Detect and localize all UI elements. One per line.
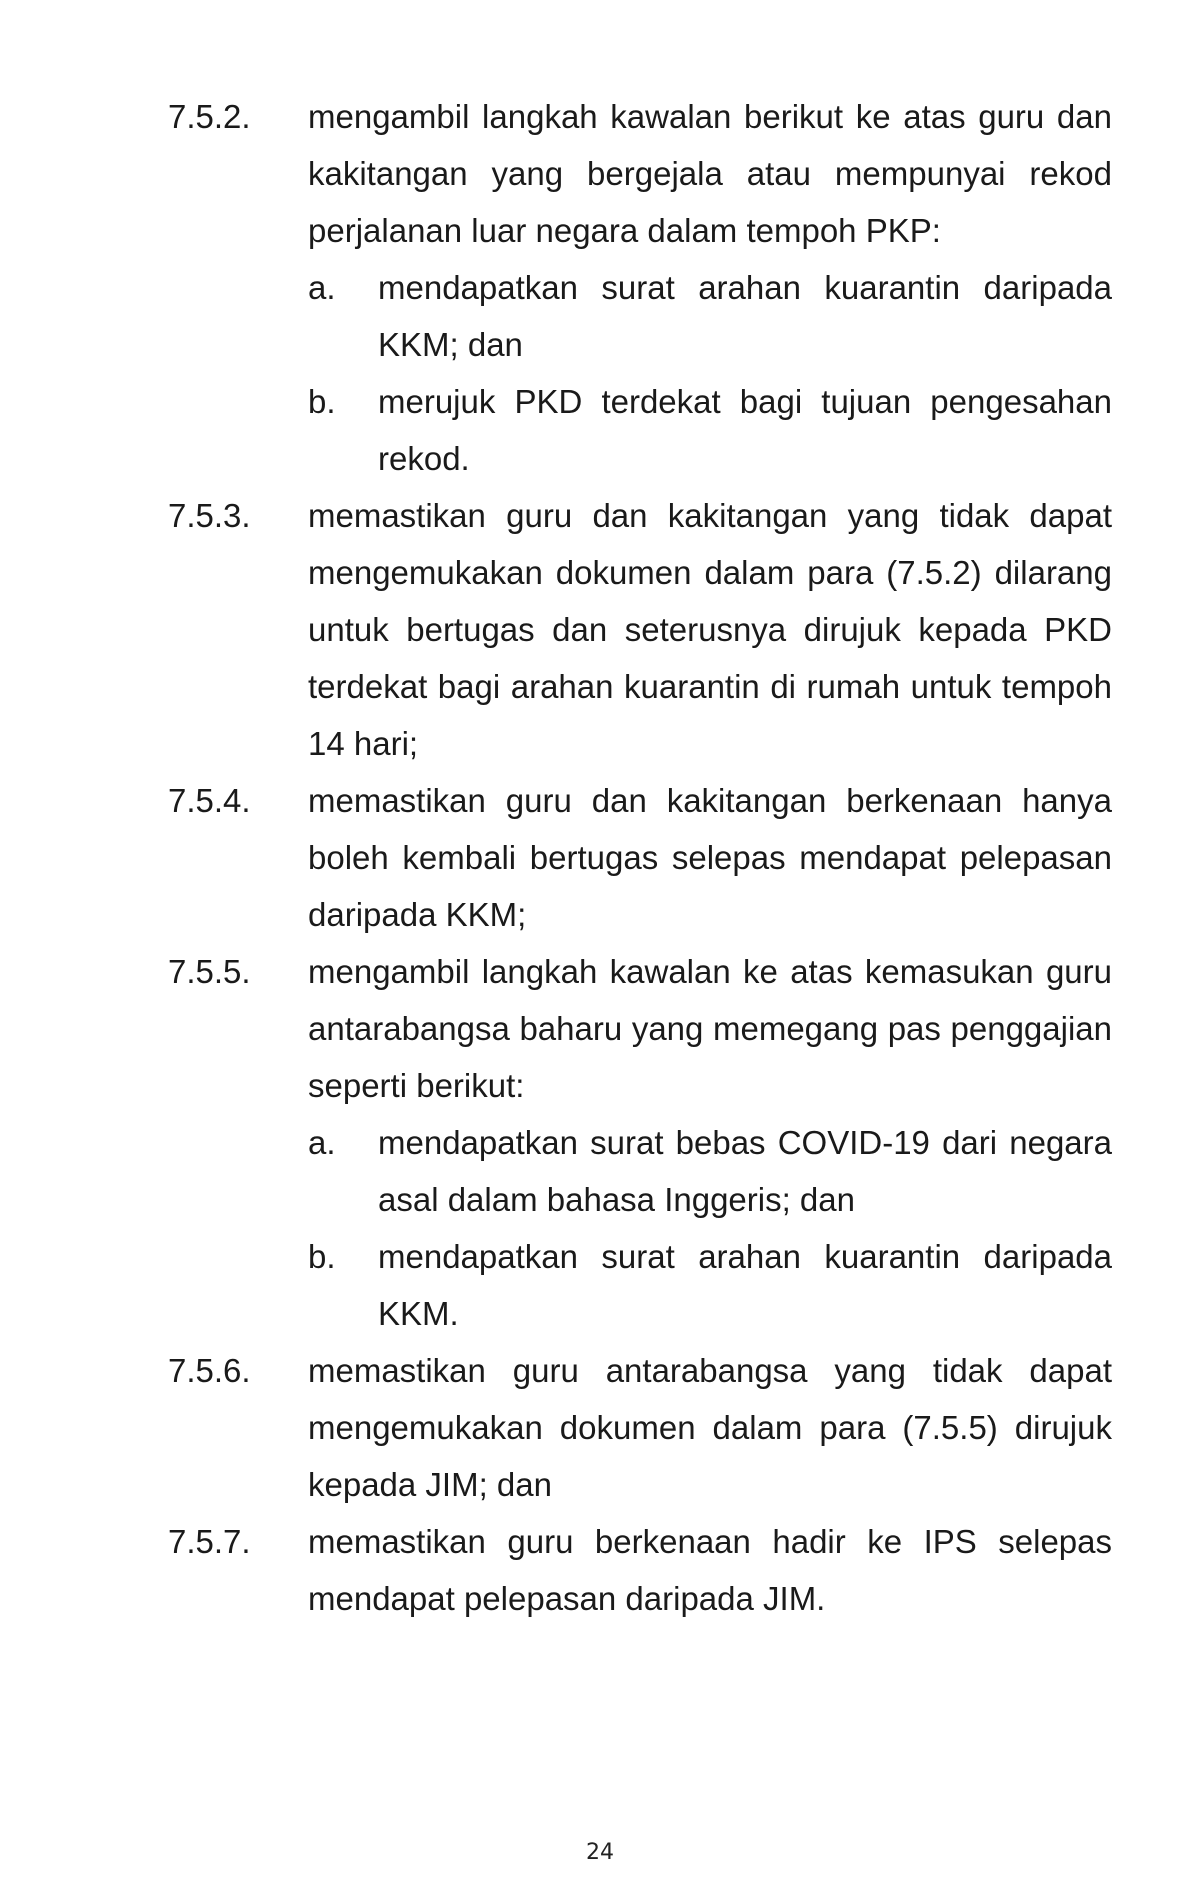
item-body — [308, 1513, 1112, 1627]
item-body — [308, 487, 1112, 772]
sub-item-text: mendapatkan surat bebas COVID-19 dari negara asal dalam bahasa Inggeris; dan — [378, 1124, 1112, 1218]
page-number: 24 — [586, 1840, 614, 1865]
list-item — [168, 772, 1112, 943]
item-number: 7.5.6. — [168, 1352, 251, 1389]
list-item — [168, 943, 1112, 1342]
list-item — [168, 487, 1112, 772]
sub-item-letter: b. — [308, 1238, 336, 1275]
item-number: 7.5.4. — [168, 782, 251, 819]
item-number: 7.5.5. — [168, 953, 251, 990]
item-body — [308, 88, 1112, 487]
sub-item-letter: b. — [308, 383, 336, 420]
item-number: 7.5.2. — [168, 98, 251, 135]
item-number: 7.5.3. — [168, 497, 251, 534]
sub-item — [308, 1228, 1112, 1342]
sub-item-text: mendapatkan surat arahan kuarantin daripada KKM. — [378, 1238, 1112, 1332]
item-text: memastikan guru berkenaan hadir ke IPS selepas mendapat pelepasan daripada JIM. — [308, 1523, 1112, 1617]
item-body — [308, 943, 1112, 1342]
item-text: memastikan guru dan kakitangan berkenaan hanya boleh kembali bertugas selepas mendapat pelepasan daripada KKM; — [308, 782, 1112, 933]
item-text: memastikan guru antarabangsa yang tidak dapat mengemukakan dokumen dalam para (7.5.5) dirujuk kepada JIM; dan — [308, 1352, 1112, 1503]
sub-item — [308, 373, 1112, 487]
sub-item-letter: a. — [308, 269, 336, 306]
list-item — [168, 88, 1112, 487]
sub-item-text: mendapatkan surat arahan kuarantin daripada KKM; dan — [378, 269, 1112, 363]
list-item — [168, 1513, 1112, 1627]
item-text: memastikan guru dan kakitangan yang tidak dapat mengemukakan dokumen dalam para (7.5.2) dilarang untuk bertugas dan seterusnya dirujuk kepada PKD terdekat bagi arahan kuarantin di rumah untuk tempoh 14 hari; — [308, 497, 1112, 762]
sub-item — [308, 259, 1112, 373]
sub-item-letter: a. — [308, 1124, 336, 1161]
sub-item — [308, 1114, 1112, 1228]
list-item — [168, 1342, 1112, 1513]
item-body — [308, 772, 1112, 943]
sub-item-text: merujuk PKD terdekat bagi tujuan pengesahan rekod. — [378, 383, 1112, 477]
item-number: 7.5.7. — [168, 1523, 251, 1560]
document-body — [168, 88, 1112, 1627]
item-text: mengambil langkah kawalan ke atas kemasukan guru antarabangsa baharu yang memegang pas penggajian seperti berikut: — [308, 953, 1112, 1104]
item-body — [308, 1342, 1112, 1513]
item-text: mengambil langkah kawalan berikut ke atas guru dan kakitangan yang bergejala atau mempunyai rekod perjalanan luar negara dalam tempoh PKP: — [308, 98, 1112, 249]
